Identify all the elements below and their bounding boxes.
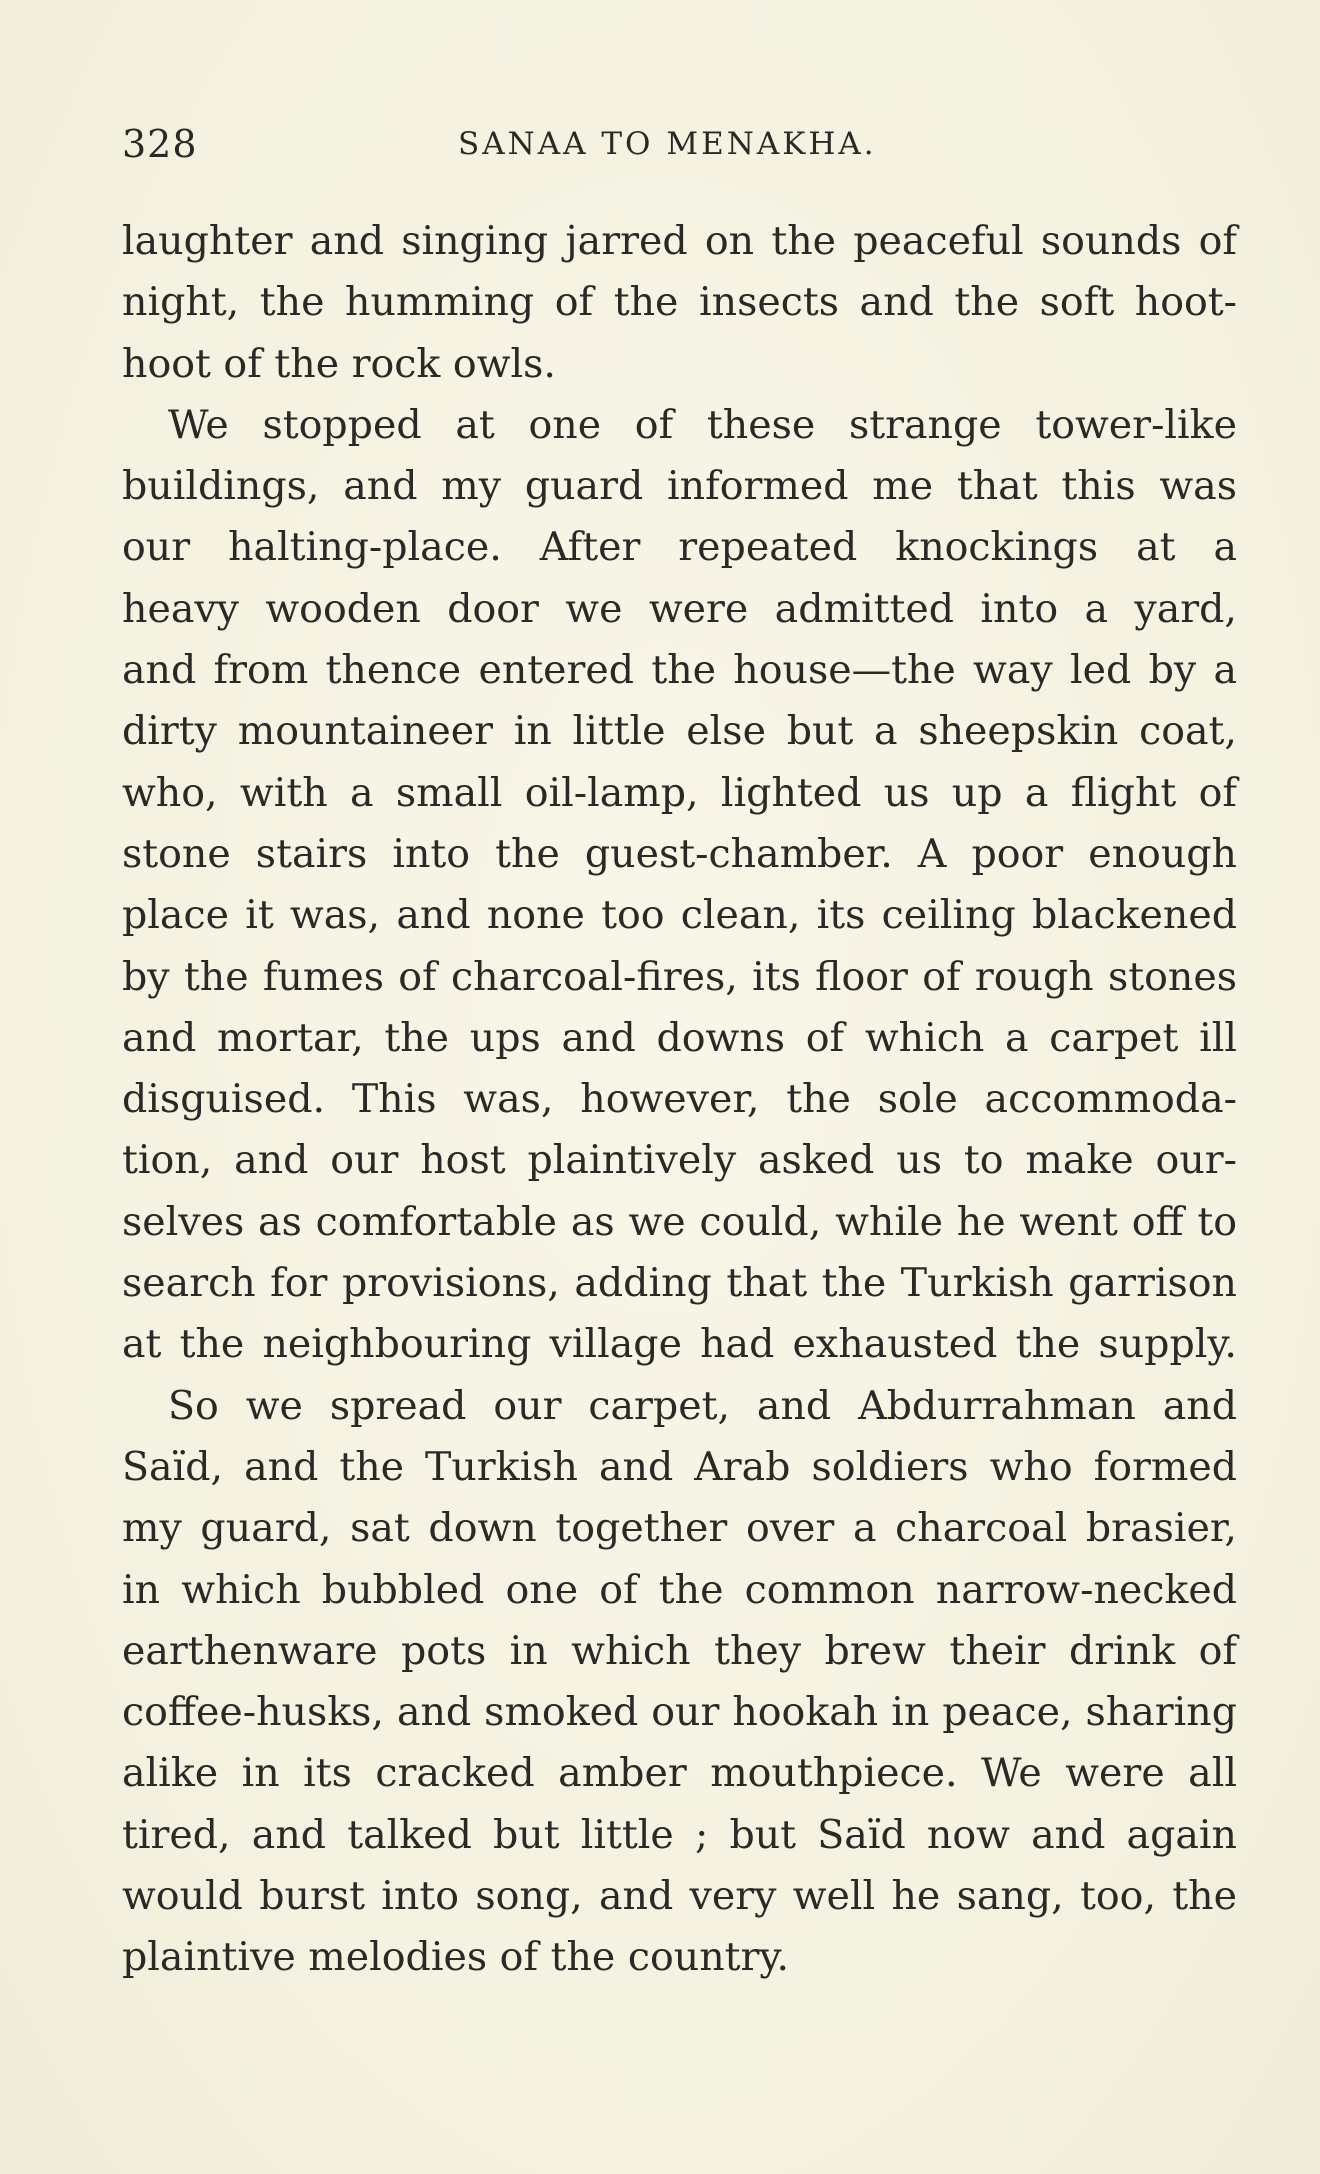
text-line: night, the humming of the insects and the soft hoot- bbox=[122, 279, 1237, 326]
text-line: earthenware pots in which they brew their drink of bbox=[122, 1627, 1237, 1674]
text-line: heavy wooden door we were admitted into a yard, bbox=[122, 585, 1237, 632]
text-line: stone stairs into the guest-chamber. A poor enough bbox=[122, 830, 1237, 877]
text-line: hoot of the rock owls. bbox=[122, 340, 556, 387]
text-line: disguised. This was, however, the sole accommoda- bbox=[122, 1076, 1237, 1123]
text-line: at the neighbouring village had exhausted the supply. bbox=[122, 1321, 1237, 1368]
text-line: tired, and talked but little ; but Saïd now and again bbox=[122, 1811, 1237, 1858]
text-line: in which bubbled one of the common narrow-necked bbox=[122, 1566, 1237, 1613]
text-line: So we spread our carpet, and Abdurrahman and bbox=[168, 1382, 1237, 1429]
text-line: tion, and our host plaintively asked us to make our- bbox=[122, 1137, 1237, 1184]
text-line: who, with a small oil-lamp, lighted us up a flight of bbox=[122, 769, 1237, 816]
text-line: search for provisions, adding that the Turkish garrison bbox=[122, 1260, 1237, 1307]
text-line: place it was, and none too clean, its ceiling blackened bbox=[122, 892, 1237, 939]
text-line: our halting-place. After repeated knockings at a bbox=[122, 524, 1237, 571]
text-line: dirty mountaineer in little else but a sheepskin coat, bbox=[122, 708, 1237, 755]
text-line: would burst into song, and very well he sang, too, the bbox=[122, 1873, 1237, 1920]
text-line: my guard, sat down together over a charcoal brasier, bbox=[122, 1505, 1237, 1552]
text-line: We stopped at one of these strange tower-like bbox=[168, 401, 1237, 448]
text-line: alike in its cracked amber mouthpiece. We were all bbox=[122, 1750, 1237, 1797]
body-text bbox=[122, 211, 1237, 1989]
text-line: selves as comfortable as we could, while he went off to bbox=[122, 1198, 1237, 1245]
text-line: and from thence entered the house—the way led by a bbox=[122, 647, 1237, 694]
text-line: buildings, and my guard informed me that this was bbox=[122, 463, 1237, 510]
text-line: by the fumes of charcoal-fires, its floor of rough stones bbox=[122, 953, 1237, 1000]
text-line: Saïd, and the Turkish and Arab soldiers who formed bbox=[122, 1443, 1237, 1490]
page-number: 328 bbox=[122, 122, 198, 166]
text-line: plaintive melodies of the country. bbox=[122, 1934, 790, 1981]
page-header bbox=[122, 118, 1237, 170]
running-title: SANAA TO MENAKHA. bbox=[458, 126, 877, 162]
text-line: laughter and singing jarred on the peaceful sounds of bbox=[122, 218, 1237, 264]
text-line: and mortar, the ups and downs of which a carpet ill bbox=[122, 1014, 1237, 1061]
text-line: coffee-husks, and smoked our hookah in peace, sharing bbox=[122, 1689, 1237, 1736]
